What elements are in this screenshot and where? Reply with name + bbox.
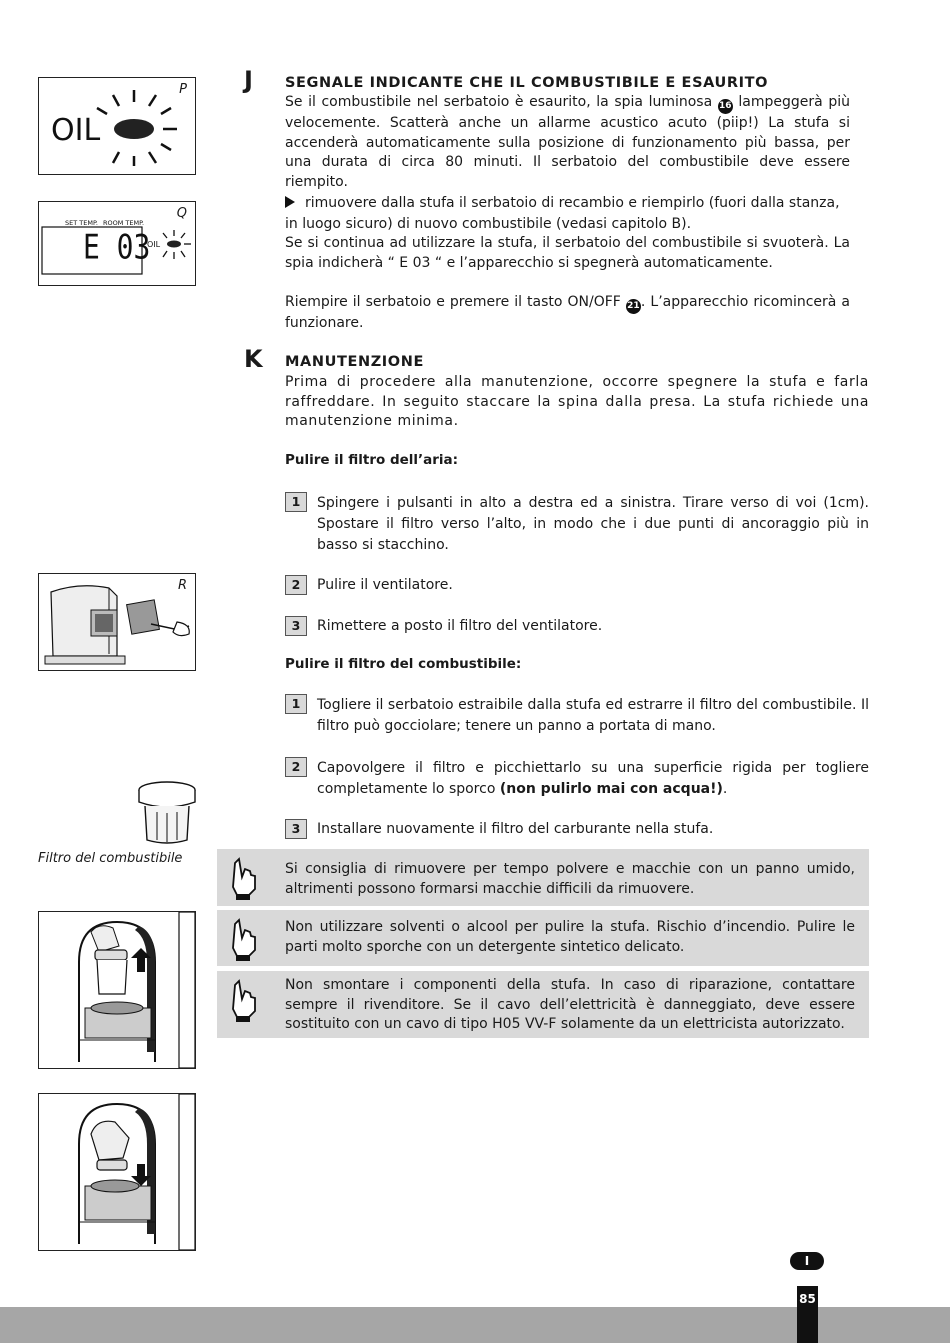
note-text: Non utilizzare solventi o alcool per pulire la stufa. Rischio d’incendio. Pulire le parti molto sporche con un detergente sintetico delicato.	[285, 919, 855, 955]
air-step-1: Spingere i pulsanti in alto a destra ed a sinistra. Tirare verso di voi (1cm). Spostare il filtro verso l’alto, in modo che i due punti di ancoraggio più in basso si stacchino.	[317, 495, 869, 553]
air-filter-heading: Pulire il filtro dell’aria:	[285, 452, 459, 468]
on-off-paragraph: Riempire il serbatoio e premere il tasto ON/OFF 21. L’apparecchio ricomincerà a funzionare.	[285, 294, 850, 331]
step-number: 1	[285, 694, 307, 714]
step-number: 1	[285, 492, 307, 512]
step-number: 2	[285, 757, 307, 777]
section-title-j: SEGNALE INDICANTE CHE IL COMBUSTIBILE E ESAURITO	[285, 75, 769, 91]
step-number: 2	[285, 575, 307, 595]
section-letter-k: K	[244, 345, 263, 373]
oil-label: OIL	[51, 113, 101, 148]
refill-bullet: rimuovere dalla stufa il serbatoio di recambio e riempirlo (fuori dalla stanza, in luogo sicuro) di nuovo combustibile (vedasi capitolo B).	[285, 195, 840, 232]
fuel-step-2: Capovolgere il filtro e picchiettarlo su una superficie rigida per togliere completamente lo sporco (non pulirlo mai con acqua!).	[317, 760, 869, 797]
pointing-hand-icon	[225, 916, 259, 962]
figure-q-display-e03	[38, 201, 196, 286]
step-number: 3	[285, 616, 307, 636]
note-box	[217, 849, 869, 906]
pointing-hand-icon	[225, 977, 259, 1023]
maintenance-intro: Prima di procedere alla manutenzione, occorre spegnere la stufa e farla raffreddare. In seguito staccare la spina dalla presa. La stufa richiede una manutenzione minima.	[285, 374, 869, 429]
figure-letter: R	[177, 578, 187, 593]
section-title-k: MANUTENZIONE	[285, 354, 424, 370]
display-illustration	[39, 202, 195, 285]
fuel-filter-caption: Filtro del combustibile	[38, 851, 183, 866]
tank-filter-removal-illustration	[39, 912, 195, 1068]
tank-filter-insert-illustration	[39, 1094, 195, 1250]
fuel-filter-icon	[133, 778, 201, 850]
bullet-arrow-icon	[285, 196, 295, 208]
figure-s-remove-filter	[38, 911, 196, 1069]
note-box	[217, 910, 869, 966]
fuel-empty-paragraph: Se il combustibile nel serbatoio è esaurito, la spia luminosa 16 lampeggerà più velocemente. Scatterà anche un allarme acustico acuto (piip!) La stufa si accenderà automaticamente sulla posizione di funzionamento più bassa, per una durata di circa 80 minuti. Il serbatoio del combustibile deve essere riempito.	[285, 94, 850, 190]
air-step-3: Rimettere a posto il filtro del ventilatore.	[317, 618, 603, 634]
svg-text:SET TEMP.: SET TEMP.	[65, 219, 98, 227]
pointing-hand-icon	[225, 855, 259, 901]
figure-letter: P	[179, 82, 187, 97]
figure-p-oil-lamp	[38, 77, 196, 175]
note-text: Si consiglia di rimuovere per tempo polvere e macchie con un panno umido, altrimenti possono formarsi macchie difficili da rimuovere.	[285, 861, 855, 897]
page-number: 85	[797, 1286, 818, 1343]
svg-text:ROOM TEMP.: ROOM TEMP.	[103, 219, 145, 227]
ref-21-icon: 21	[626, 299, 641, 314]
note-text: Non smontare i componenti della stufa. In caso di riparazione, contattare sempre il rivenditore. Se il cavo dell’elettricità è danneggiato, deve essere sostituito con un cavo di tipo H05 VV-F solamente da un elettricista autorizzato.	[285, 977, 855, 1032]
step-number: 3	[285, 819, 307, 839]
language-badge: I	[790, 1252, 824, 1270]
e03-paragraph: Se si continua ad utilizzare la stufa, il serbatoio del combustibile si svuoterà. La spia indicherà “ E 03 “ e l’apparecchio si spegnerà automaticamente.	[285, 235, 850, 271]
error-code: E 03	[83, 227, 151, 268]
ref-16-icon: 16	[718, 99, 733, 114]
heater-illustration	[39, 574, 195, 670]
figure-letter: Q	[176, 206, 187, 221]
fuel-step-1: Togliere il serbatoio estraibile dalla stufa ed estrarre il filtro del combustibile. Il filtro può gocciolare; tenere un panno a portata di mano.	[317, 697, 869, 734]
figure-r-air-filter	[38, 573, 196, 671]
section-letter-j: J	[244, 66, 253, 94]
fuel-filter-heading: Pulire il filtro del combustibile:	[285, 656, 522, 672]
figure-t-insert-filter	[38, 1093, 196, 1251]
fuel-step-3: Installare nuovamente il filtro del carburante nella stufa.	[317, 821, 714, 837]
note-box	[217, 971, 869, 1038]
svg-text:OIL: OIL	[147, 240, 161, 249]
air-step-2: Pulire il ventilatore.	[317, 577, 453, 593]
oil-lamp-illustration	[39, 78, 195, 174]
